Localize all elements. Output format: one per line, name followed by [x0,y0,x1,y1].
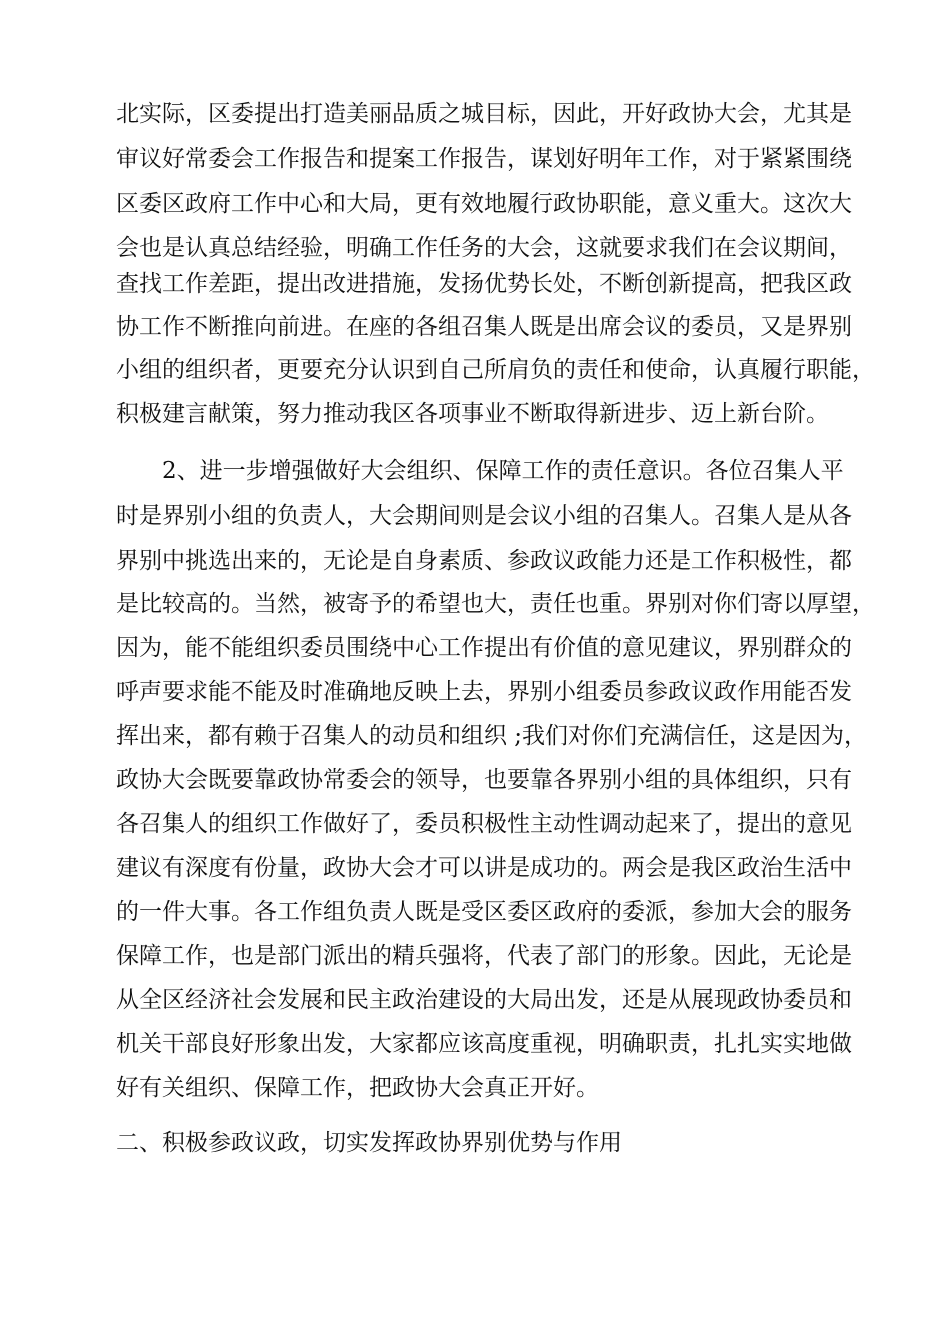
text-line: 小组的组织者，更要充分认识到自己所肩负的责任和使命，认真履行职能， [116,357,875,383]
text-line: 机关干部良好形象出发，大家都应该高度重视，明确职责，扎扎实实地做 [116,1031,852,1057]
text-line: 从全区经济社会发展和民主政治建设的大局出发，还是从展现政协委员和 [116,987,852,1013]
text-line: 保障工作，也是部门派出的精兵强将，代表了部门的形象。因此，无论是 [116,943,852,969]
text-line: 好有关组织、保障工作，把政协大会真正开好。 [116,1075,599,1101]
text-line: 会也是认真总结经验，明确工作任务的大会，这就要求我们在会议期间， [116,235,852,261]
text-line: 北实际，区委提出打造美丽品质之城目标，因此，开好政协大会，尤其是 [116,101,852,127]
text-line: 呼声要求能不能及时准确地反映上去，界别小组委员参政议政作用能否发 [116,679,852,705]
text-line: 挥出来，都有赖于召集人的动员和组织 ;我们对你们充满信任，这是因为， [116,723,868,749]
text-line: 协工作不断推向前进。在座的各组召集人既是出席会议的委员，又是界别 [116,314,852,340]
text-line: 政协大会既要靠政协常委会的领导，也要靠各界别小组的具体组织，只有 [116,767,852,793]
text-line: 界别中挑选出来的，无论是自身素质、参政议政能力还是工作积极性，都 [116,548,852,574]
text-line: 建议有深度有份量，政协大会才可以讲是成功的。两会是我区政治生活中 [116,855,852,881]
text-line: 是比较高的。当然，被寄予的希望也大，责任也重。界别对你们寄以厚望， [116,591,875,617]
text-line: 查找工作差距，提出改进措施，发扬优势长处，不断创新提高，把我区政 [116,271,852,297]
text-line: 的一件大事。各工作组负责人既是受区委区政府的委派，参加大会的服务 [116,899,852,925]
text-line: 积极建言献策，努力推动我区各项事业不断取得新进步、迈上新台阶。 [116,401,829,427]
text-line: 区委区政府工作中心和大局，更有效地履行政协职能，意义重大。这次大 [116,191,852,217]
text-line: 2、进一步增强做好大会组织、保障工作的责任意识。各位召集人平 [162,458,844,484]
text-line: 各召集人的组织工作做好了，委员积极性主动性调动起来了，提出的意见 [116,811,852,837]
text-line: 因为，能不能组织委员围绕中心工作提出有价值的意见建议，界别群众的 [116,635,852,661]
heading-text: 二、积极参政议政，切实发挥政协界别优势与作用 [116,1130,622,1156]
text-line: 审议好常委会工作报告和提案工作报告，谋划好明年工作，对于紧紧围绕 [116,146,852,172]
text-line: 时是界别小组的负责人，大会期间则是会议小组的召集人。召集人是从各 [116,503,852,529]
